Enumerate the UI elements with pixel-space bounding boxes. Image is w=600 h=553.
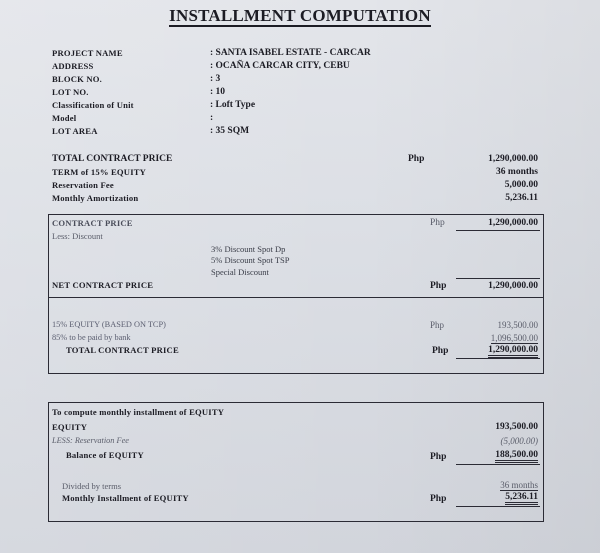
lot-no-value: : 10 (210, 87, 226, 97)
special-discount: Special Discount (211, 267, 269, 277)
net-contract-price-currency: Php (430, 281, 447, 291)
summary-tcp-label: TOTAL CONTRACT PRICE (52, 154, 173, 164)
monthly-less-value: (5,000.00) (500, 436, 538, 446)
classification-value: : Loft Type (210, 100, 256, 110)
classification-label: Classification of Unit (52, 100, 134, 110)
net-overline (456, 278, 540, 279)
balance-left-underline (456, 464, 540, 465)
summary-reservation-label: Reservation Fee (52, 180, 114, 190)
monthly-installment-label: Monthly Installment of EQUITY (62, 493, 189, 503)
divided-by-terms-label: Divided by terms (62, 481, 122, 491)
balance-equity-value: 188,500.00 (495, 450, 538, 463)
block-no-value: : 3 (210, 74, 221, 84)
summary-amortization-label: Monthly Amortization (52, 193, 139, 203)
contract-price-currency: Php (430, 218, 445, 228)
tcp-value: 1,290,000.00 (488, 345, 538, 358)
address-label: ADDRESS (52, 61, 94, 71)
model-value: : (210, 113, 214, 123)
page-title-text: INSTALLMENT COMPUTATION (169, 6, 431, 25)
net-contract-price-label: NET CONTRACT PRICE (52, 280, 154, 290)
summary-term-label: TERM of 15% EQUITY (52, 167, 147, 177)
tcp-currency: Php (432, 346, 449, 356)
contract-price-underline (456, 230, 540, 231)
lot-area-value: : 35 SQM (210, 126, 250, 136)
monthly-heading: To compute monthly installment of EQUITY (52, 407, 225, 417)
page-title (0, 6, 600, 26)
discount-spot-dp: 3% Discount Spot Dp (211, 244, 286, 254)
monthly-less-label: LESS: Reservation Fee (52, 436, 129, 445)
block-no-label: BLOCK NO. (52, 74, 103, 84)
equity-15-currency: Php (430, 320, 445, 330)
net-contract-price-value: 1,290,000.00 (488, 281, 538, 291)
summary-reservation-value: 5,000.00 (504, 180, 538, 190)
divided-by-terms-value: 36 months (500, 480, 538, 490)
discount-spot-tsp: 5% Discount Spot TSP (211, 255, 290, 265)
contract-price-label: CONTRACT PRICE (52, 218, 133, 228)
summary-term-value: 36 months (496, 167, 538, 177)
address-value: : OCAÑA CARCAR CITY, CEBU (210, 61, 350, 71)
lot-area-label: LOT AREA (52, 126, 98, 136)
tcp-label: TOTAL CONTRACT PRICE (66, 345, 179, 355)
summary-currency: Php (408, 154, 425, 164)
monthly-installment-currency: Php (430, 494, 447, 504)
tcp-left-underline (456, 358, 540, 359)
bank-85-value: 1,096,500.00 (490, 333, 538, 343)
project-name-label: PROJECT NAME (52, 48, 123, 58)
installment-left-underline (456, 506, 540, 507)
lot-no-label: LOT NO. (52, 87, 89, 97)
balance-equity-currency: Php (430, 452, 447, 462)
balance-equity-label: Balance of EQUITY (66, 450, 144, 460)
bank-85-label: 85% to be paid by bank (52, 333, 131, 342)
model-label: Model (52, 113, 77, 123)
summary-amortization-value: 5,236.11 (505, 193, 538, 203)
monthly-equity-label: EQUITY (52, 422, 88, 432)
less-discount-label: Less: Discount (52, 231, 103, 241)
equity-15-value: 193,500.00 (497, 320, 538, 330)
equity-15-label: 15% EQUITY (BASED ON TCP) (52, 320, 166, 329)
project-name-value: : SANTA ISABEL ESTATE - CARCAR (210, 48, 371, 58)
monthly-box (48, 402, 544, 522)
monthly-installment-value: 5,236.11 (505, 492, 538, 505)
monthly-equity-value: 193,500.00 (495, 422, 538, 432)
contract-price-value: 1,290,000.00 (488, 218, 538, 228)
summary-tcp-value: 1,290,000.00 (488, 154, 538, 164)
